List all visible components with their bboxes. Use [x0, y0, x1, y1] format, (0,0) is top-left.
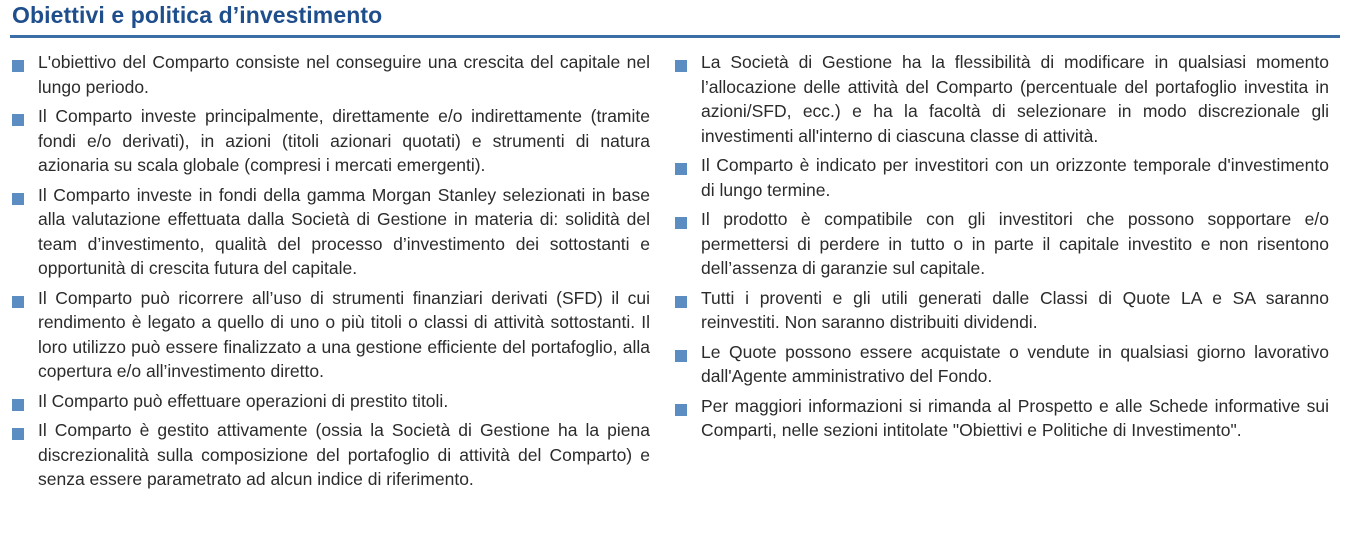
- list-item-text: Per maggiori informazioni si rimanda al Prospetto e alle Schede informative sui Comparti, nelle sezioni intitolate "Obiettivi e Politiche di Investimento".: [701, 395, 1329, 440]
- square-bullet-icon: [675, 296, 687, 308]
- section-title: Obiettivi e politica d’investimento: [12, 2, 383, 28]
- left-column: [10, 50, 650, 497]
- list-item: [673, 340, 1329, 389]
- right-column: [673, 50, 1329, 448]
- square-bullet-icon: [675, 404, 687, 416]
- list-item: [10, 286, 650, 384]
- right-bullet-list: [673, 50, 1329, 443]
- list-item: [673, 286, 1329, 335]
- square-bullet-icon: [675, 350, 687, 362]
- list-item-text: Il Comparto investe principalmente, direttamente e/o indirettamente (tramite fondi e/o derivati), in azioni (titoli azionari quotati) e strumenti di natura azionaria su scala globale (compresi i mercati emergenti).: [38, 106, 650, 175]
- square-bullet-icon: [675, 217, 687, 229]
- square-bullet-icon: [12, 428, 24, 440]
- list-item-text: Le Quote possono essere acquistate o vendute in qualsiasi giorno lavorativo dall'Agente amministrativo del Fondo.: [701, 341, 1329, 386]
- list-item: [673, 50, 1329, 148]
- square-bullet-icon: [12, 296, 24, 308]
- list-item: [673, 394, 1329, 443]
- title-divider: [10, 35, 1340, 38]
- list-item-text: L'obiettivo del Comparto consiste nel conseguire una crescita del capitale nel lungo periodo.: [38, 52, 650, 97]
- list-item: [10, 50, 650, 99]
- list-item: [673, 207, 1329, 281]
- list-item: [10, 183, 650, 281]
- square-bullet-icon: [12, 114, 24, 126]
- square-bullet-icon: [12, 193, 24, 205]
- list-item: [10, 104, 650, 178]
- list-item-text: Il Comparto è indicato per investitori con un orizzonte temporale d'investimento di lungo termine.: [701, 155, 1329, 200]
- list-item: [10, 389, 650, 414]
- list-item-text: Tutti i proventi e gli utili generati dalle Classi di Quote LA e SA saranno reinvestiti. Non saranno distribuiti dividendi.: [701, 287, 1329, 332]
- left-bullet-list: [10, 50, 650, 492]
- list-item: [10, 418, 650, 492]
- list-item-text: Il prodotto è compatibile con gli investitori che possono sopportare e/o permettersi di perdere in tutto o in parte il capitale investito e non risentono dell’assenza di garanzie sul capitale.: [701, 209, 1329, 278]
- list-item-text: La Società di Gestione ha la flessibilità di modificare in qualsiasi momento l’allocazione delle attività del Comparto (percentuale del portafoglio investita in azioni/SFD, ecc.) e ha la facoltà di selezionare in modo discrezionale gli investimenti all'interno di ciascuna classe di attività.: [701, 52, 1329, 146]
- square-bullet-icon: [12, 399, 24, 411]
- list-item-text: Il Comparto è gestito attivamente (ossia la Società di Gestione ha la piena discrezionalità sulla composizione del portafoglio di attività del Comparto) e senza essere parametrato ad alcun indice di riferimento.: [38, 420, 650, 489]
- square-bullet-icon: [675, 60, 687, 72]
- square-bullet-icon: [12, 60, 24, 72]
- square-bullet-icon: [675, 163, 687, 175]
- list-item-text: Il Comparto può effettuare operazioni di prestito titoli.: [38, 390, 449, 411]
- list-item: [673, 153, 1329, 202]
- list-item-text: Il Comparto può ricorrere all’uso di strumenti finanziari derivati (SFD) il cui rendimento è legato a quello di uno o più titoli o classi di attività sottostanti. Il loro utilizzo può essere finalizzato a una gestione efficiente del portafoglio, alla copertura e/o all’investimento diretto.: [38, 287, 650, 381]
- list-item-text: Il Comparto investe in fondi della gamma Morgan Stanley selezionati in base alla valutazione effettuata dalla Società di Gestione in materia di: solidità del team d’investimento, qualità del processo d’investimento dei sottostanti e opportunità di crescita futura del capitale.: [38, 184, 650, 278]
